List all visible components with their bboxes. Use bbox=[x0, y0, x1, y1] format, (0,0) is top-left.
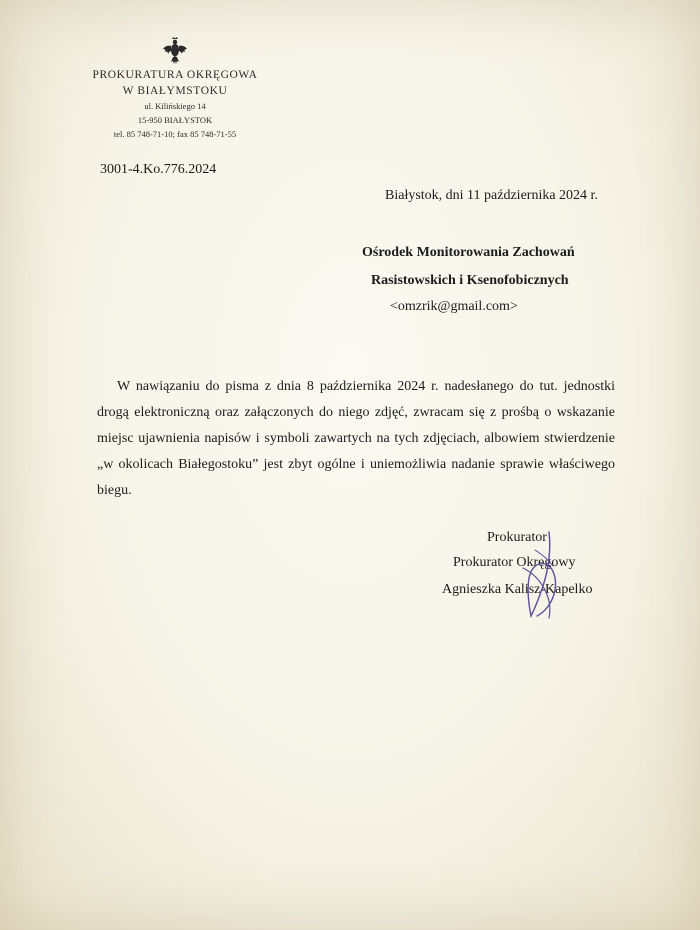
organization-name: PROKURATURA OKRĘGOWA bbox=[92, 69, 258, 81]
signatory-name: Agnieszka Kalisz-Kapelko bbox=[442, 582, 593, 597]
case-number: 3001-4.Ko.776.2024 bbox=[100, 162, 217, 177]
letter-body: W nawiązaniu do pisma z dnia 8 października 2024 r. nadesłanego do tut. jednostki drogą elektroniczną oraz załączonych do niego zdjęć, zwracam się z prośbą o wskazanie miejsc ujawnienia napisów i symboli zawartych na tych zdjęciach, albowiem stwierdzenie „w okolicach Białegostoku” jest zbyt ogólne i uniemożliwia nadanie sprawie właściwego biegu. bbox=[97, 379, 615, 498]
address-city: 15-950 BIAŁYSTOK bbox=[137, 115, 213, 125]
signatory-office: Prokurator Okręgowy bbox=[453, 555, 576, 570]
place-date: Białystok, dni 11 października 2024 r. bbox=[385, 188, 598, 203]
contact-phone-fax: tel. 85 748-71-10; fax 85 748-71-55 bbox=[113, 129, 237, 139]
handwritten-signature-icon bbox=[505, 528, 575, 620]
signatory-title: Prokurator bbox=[487, 530, 547, 545]
recipient-name-line-1: Ośrodek Monitorowania Zachowań bbox=[362, 245, 575, 260]
address-street: ul. Kilińskiego 14 bbox=[144, 101, 206, 111]
polish-eagle-icon bbox=[160, 36, 190, 66]
organization-city: W BIAŁYMSTOKU bbox=[122, 85, 228, 97]
recipient-name-line-2: Rasistowskich i Ksenofobicznych bbox=[371, 273, 569, 288]
letterhead bbox=[78, 67, 272, 141]
recipient-email: <omzrik@gmail.com> bbox=[390, 299, 518, 314]
